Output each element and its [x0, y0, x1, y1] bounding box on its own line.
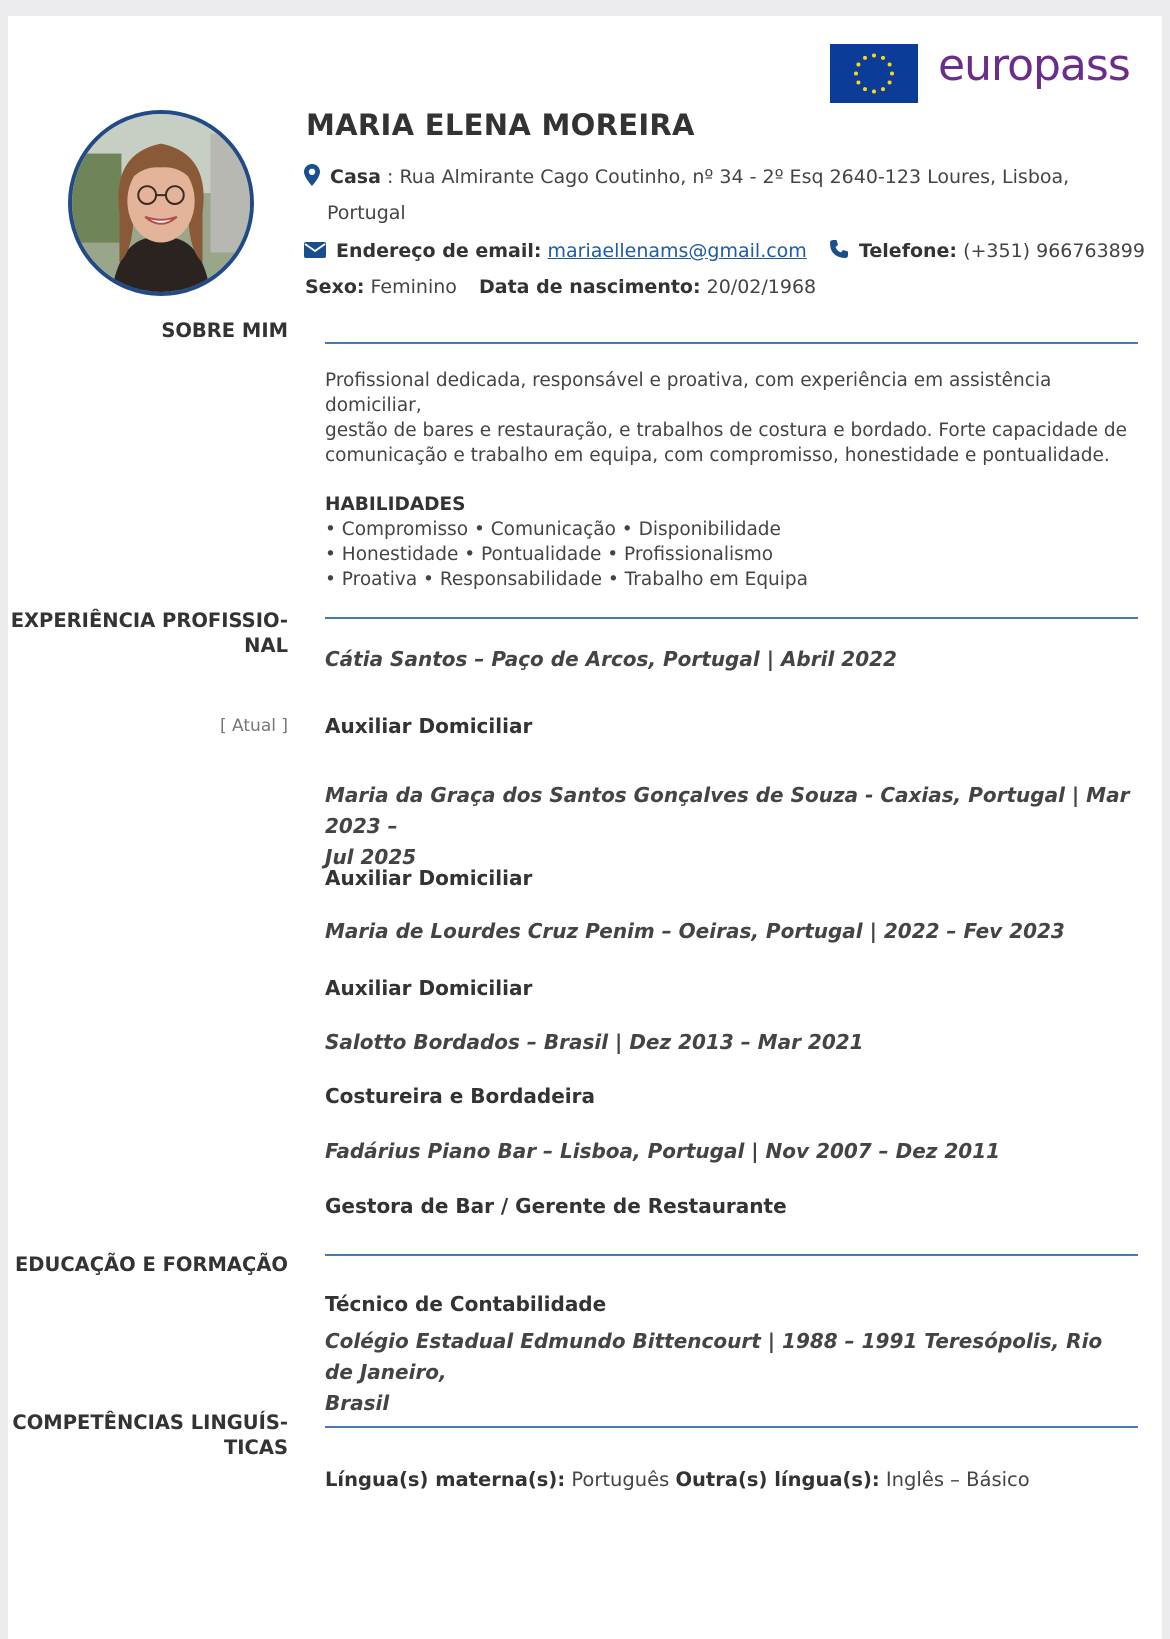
phone-label: Telefone: — [858, 240, 958, 262]
job-1-role: Auxiliar Domiciliar — [325, 714, 533, 738]
other-language-value: Inglês – Básico — [885, 1468, 1030, 1491]
about-line-3: comunicação e trabalho em equipa, com compromisso, honestidade e pontualidade. — [325, 445, 1110, 466]
eu-flag-icon — [830, 44, 918, 103]
logo-text: europass — [938, 40, 1130, 91]
address-line2: Portugal — [327, 202, 406, 224]
languages-row — [325, 1468, 1135, 1491]
native-language-value: Português — [571, 1468, 670, 1491]
person-name: MARIA ELENA MOREIRA — [306, 108, 695, 142]
about-divider — [325, 342, 1138, 344]
job-4-role: Costureira e Bordadeira — [325, 1084, 596, 1108]
about-line-1: Profissional dedicada, responsável e proativa, com experiência em assistência domiciliar, — [325, 370, 1052, 416]
skills-line-3: • Proativa • Responsabilidade • Trabalho em Equipa — [325, 569, 809, 590]
skills-line-1: • Compromisso • Comunicação • Disponibilidade — [325, 519, 781, 540]
languages-divider — [325, 1426, 1138, 1428]
about-heading: SOBRE MIM — [161, 319, 288, 342]
job-5-employer: Fadárius Piano Bar – Lisboa, Portugal | Nov 2007 – Dez 2011 — [325, 1139, 1001, 1163]
location-pin-icon — [304, 164, 320, 191]
profile-photo — [68, 110, 254, 296]
address-label: Casa — [330, 166, 381, 188]
experience-heading-line1: EXPERIÊNCIA PROFISSIO- — [10, 609, 288, 632]
job-3-employer: Maria de Lourdes Cruz Penim – Oeiras, Portugal | 2022 – Fev 2023 — [325, 919, 1065, 943]
europass-logo — [830, 40, 1150, 104]
languages-heading-line1: COMPETÊNCIAS LINGUÍS- — [12, 1411, 288, 1434]
job-2-employer — [325, 780, 1135, 873]
address-row — [304, 164, 1069, 191]
personal-row — [305, 276, 816, 298]
education-school-line1: Colégio Estadual Edmundo Bittencourt | 1988 – 1991 Teresópolis, Rio de Janeiro, — [325, 1329, 1103, 1384]
job-3-role: Auxiliar Domiciliar — [325, 976, 533, 1000]
birth-value: 20/02/1968 — [706, 276, 817, 298]
job-5-role: Gestora de Bar / Gerente de Restaurante — [325, 1194, 787, 1218]
phone-value: (+351) 966763899 — [963, 240, 1145, 262]
experience-heading — [0, 608, 288, 658]
sex-label: Sexo: — [305, 276, 365, 298]
envelope-icon — [304, 241, 326, 263]
job-4-employer: Salotto Bordados – Brasil | Dez 2013 – Mar 2021 — [325, 1030, 864, 1054]
job-2-employer-line1: Maria da Graça dos Santos Gonçalves de Souza - Caxias, Portugal | Mar 2023 – — [325, 783, 1130, 838]
birth-label: Data de nascimento: — [478, 276, 701, 298]
phone-icon — [829, 239, 849, 264]
languages-heading — [0, 1410, 288, 1460]
education-title: Técnico de Contabilidade — [325, 1292, 607, 1316]
job-2-employer-line2: Jul 2025 — [325, 845, 417, 869]
cv-page — [8, 16, 1162, 1639]
address-separator: : — [380, 166, 400, 188]
native-language-label: Língua(s) materna(s): — [325, 1468, 566, 1491]
skills-heading: HABILIDADES — [325, 494, 466, 515]
other-language-label: Outra(s) língua(s): — [675, 1468, 880, 1491]
job-1-employer: Cátia Santos – Paço de Arcos, Portugal | Abril 2022 — [325, 647, 897, 671]
about-section — [325, 368, 1135, 592]
current-job-label: [ Atual ] — [220, 716, 288, 736]
education-school-line2: Brasil — [325, 1391, 390, 1415]
languages-heading-line2: TICAS — [223, 1436, 288, 1459]
email-link[interactable]: mariaellenams@gmail.com — [547, 240, 807, 262]
email-label: Endereço de email: — [336, 240, 542, 262]
education-heading: EDUCAÇÃO E FORMAÇÃO — [14, 1253, 288, 1276]
about-line-2: gestão de bares e restauração, e trabalhos de costura e bordado. Forte capacidade de — [325, 420, 1127, 441]
contact-row — [304, 239, 1145, 264]
experience-divider — [325, 617, 1138, 619]
sex-value: Feminino — [370, 276, 457, 298]
experience-heading-line2: NAL — [244, 634, 288, 657]
education-divider — [325, 1254, 1138, 1256]
job-2-role: Auxiliar Domiciliar — [325, 866, 533, 890]
skills-line-2: • Honestidade • Pontualidade • Profissionalismo — [325, 544, 774, 565]
address-line1: Rua Almirante Cago Coutinho, nº 34 - 2º Esq 2640-123 Loures, Lisboa, — [399, 166, 1070, 188]
education-school — [325, 1326, 1135, 1419]
